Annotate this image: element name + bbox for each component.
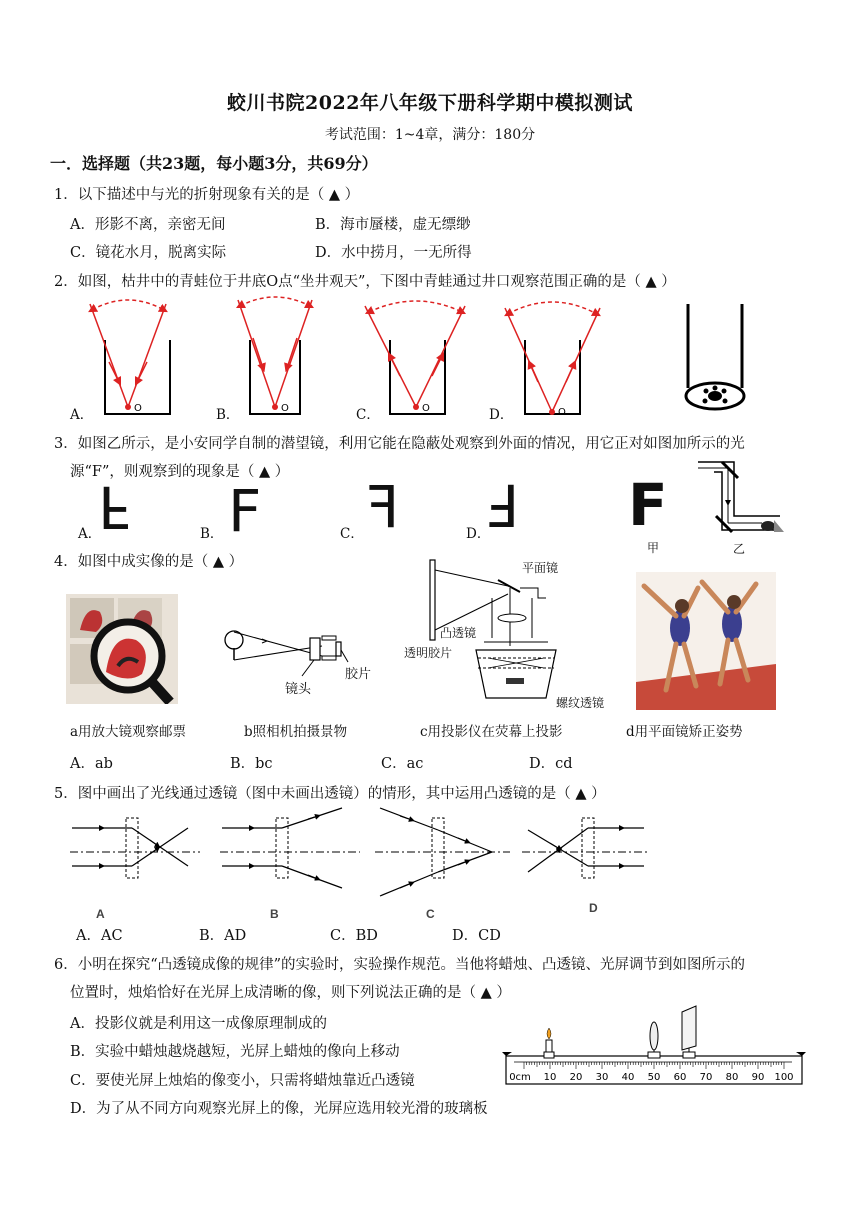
optical-bench-diagram	[502, 1002, 812, 1092]
q4-option-a: A．ab	[70, 756, 113, 772]
q3-option-c-image: F	[366, 473, 400, 541]
question-6-stem-line1: 6．小明在探究“凸透镜成像的规律”的实验时，实验操作规范。当他将蜡烛、凸透镜、光屏调节到如图所示的	[54, 957, 746, 973]
q5-lens-diagrams	[60, 806, 660, 902]
projector-thread-lens-label: 螺纹透镜	[556, 696, 605, 710]
q2-label-a: A．	[70, 407, 94, 423]
q3-option-d-image: F	[486, 471, 520, 539]
q4-caption-c: c用投影仪在荧幕上投影	[420, 724, 563, 740]
svg-text:O: O	[281, 403, 289, 414]
q3-label-a: A．	[78, 526, 102, 542]
question-6-stem-line2: 位置时，烛焰恰好在光屏上成清晰的像，则下列说法正确的是（ ▲ ）	[70, 985, 511, 1001]
q3-fig-yi-label: 乙	[733, 542, 746, 556]
svg-text:O: O	[134, 403, 142, 414]
ruler-tick-label: 70	[699, 1072, 713, 1083]
q5-fig-label-a: A	[96, 907, 105, 921]
ruler-tick-label: 100	[774, 1072, 794, 1083]
q5-option-c: C．BD	[330, 928, 378, 944]
q3-fig-jia-label: 甲	[647, 541, 660, 555]
q4-option-d: D．cd	[529, 756, 573, 772]
q4-magnifier-stamp-image	[66, 594, 178, 704]
q1-option-b: B．海市蜃楼，虚无缥缈	[315, 217, 471, 233]
q4-gymnast-mirror-image	[636, 572, 776, 710]
well-option-a	[90, 300, 170, 414]
well-diagrams	[60, 296, 850, 420]
q5-fig-label-c: C	[426, 907, 435, 921]
q1-option-d: D．水中捞月，一无所得	[315, 245, 472, 261]
q5-fig-label-d: D	[589, 901, 598, 915]
lens-diagram-b	[220, 808, 360, 888]
section-heading: 一．选择题（共23题，每小题3分，共69分）	[50, 154, 378, 173]
question-3-stem-line2: 源“F”，则观察到的现象是（ ▲ ）	[70, 464, 290, 480]
q5-fig-label-b: B	[270, 907, 279, 921]
well-option-c	[365, 301, 465, 414]
question-1-stem: 1．以下描述中与光的折射现象有关的是（ ▲ ）	[54, 187, 360, 203]
q4-caption-d: d用平面镜矫正姿势	[626, 724, 743, 740]
projector-film-label: 透明胶片	[404, 646, 453, 660]
camera-film-label: 胶片	[345, 667, 372, 682]
q1-option-a: A．形影不离，亲密无间	[70, 217, 226, 233]
svg-text:O: O	[558, 407, 566, 418]
well-option-b	[238, 297, 312, 414]
lens-diagram-d	[522, 818, 650, 878]
projector-mirror-label: 平面镜	[522, 561, 559, 575]
projector-convex-label: 凸透镜	[440, 626, 477, 640]
ruler-tick-label: 40	[621, 1072, 635, 1083]
q6-option-d: D．为了从不同方向观察光屏上的像，光屏应选用较光滑的玻璃板	[70, 1101, 488, 1117]
q4-option-c: C．ac	[381, 756, 424, 772]
q4-caption-b: b照相机拍摄景物	[244, 724, 348, 740]
q6-option-a: A．投影仪就是利用这一成像原理制成的	[70, 1016, 327, 1032]
q4-option-b: B．bc	[230, 756, 273, 772]
q3-source-f: F	[628, 471, 668, 539]
q3-label-b: B．	[200, 526, 224, 542]
q2-label-c: C．	[356, 407, 380, 423]
q3-label-d: D．	[466, 526, 491, 542]
q3-option-b-image: F	[228, 477, 262, 545]
q2-label-b: B．	[216, 407, 240, 423]
q1-option-c: C．镜花水月，脱离实际	[70, 245, 227, 261]
q5-option-d: D．CD	[452, 928, 501, 944]
q3-option-a-image: F	[98, 473, 132, 541]
ruler-tick-label: 0cm	[509, 1072, 531, 1083]
q5-option-b: B．AD	[199, 928, 247, 944]
q2-label-d: D．	[489, 407, 514, 423]
q6-option-c: C．要使光屏上烛焰的像变小，只需将蜡烛靠近凸透镜	[70, 1073, 415, 1089]
q4-caption-a: a用放大镜观察邮票	[70, 724, 187, 740]
well-option-d	[505, 302, 600, 418]
question-3-stem-line1: 3．如图乙所示，是小安同学自制的潜望镜，利用它能在隐蔽处观察到外面的情况，用它正对如图加所示的光	[54, 436, 745, 452]
camera-lens-label: 镜头	[285, 682, 312, 697]
exam-scope: 考试范围：1~4章，满分：180分	[324, 127, 536, 143]
ruler-tick-label: 60	[673, 1072, 687, 1083]
ruler-tick-label: 90	[751, 1072, 765, 1083]
q2-figures	[60, 296, 850, 420]
ruler-tick-label: 50	[647, 1072, 661, 1083]
ruler-tick-label: 20	[569, 1072, 583, 1083]
q5-option-a: A．AC	[76, 928, 123, 944]
question-2-stem: 2．如图，枯井中的青蛙位于井底O点“坐井观天”，下图中青蛙通过井口观察范围正确的是（ ▲ ）	[54, 274, 676, 290]
ruler-tick-label: 30	[595, 1072, 609, 1083]
svg-text:O: O	[422, 403, 430, 414]
question-4-stem: 4．如图中成实像的是（ ▲ ）	[54, 554, 244, 570]
ruler-tick-label: 10	[543, 1072, 557, 1083]
lens-diagram-a	[70, 818, 200, 878]
question-5-stem: 5．图中画出了光线通过透镜（图中未画出透镜）的情形，其中运用凸透镜的是（ ▲ ）	[54, 786, 606, 802]
ruler-tick-label: 80	[725, 1072, 739, 1083]
q3-label-c: C．	[340, 526, 364, 542]
lens-diagram-c	[375, 808, 510, 896]
periscope-diagram	[694, 460, 786, 540]
page-title: 蛟川书院2022年八年级下册科学期中模拟测试	[227, 92, 633, 114]
q6-option-b: B．实验中蜡烛越烧越短，光屏上蜡烛的像向上移动	[70, 1044, 400, 1060]
well-frog-illustration	[686, 304, 744, 409]
